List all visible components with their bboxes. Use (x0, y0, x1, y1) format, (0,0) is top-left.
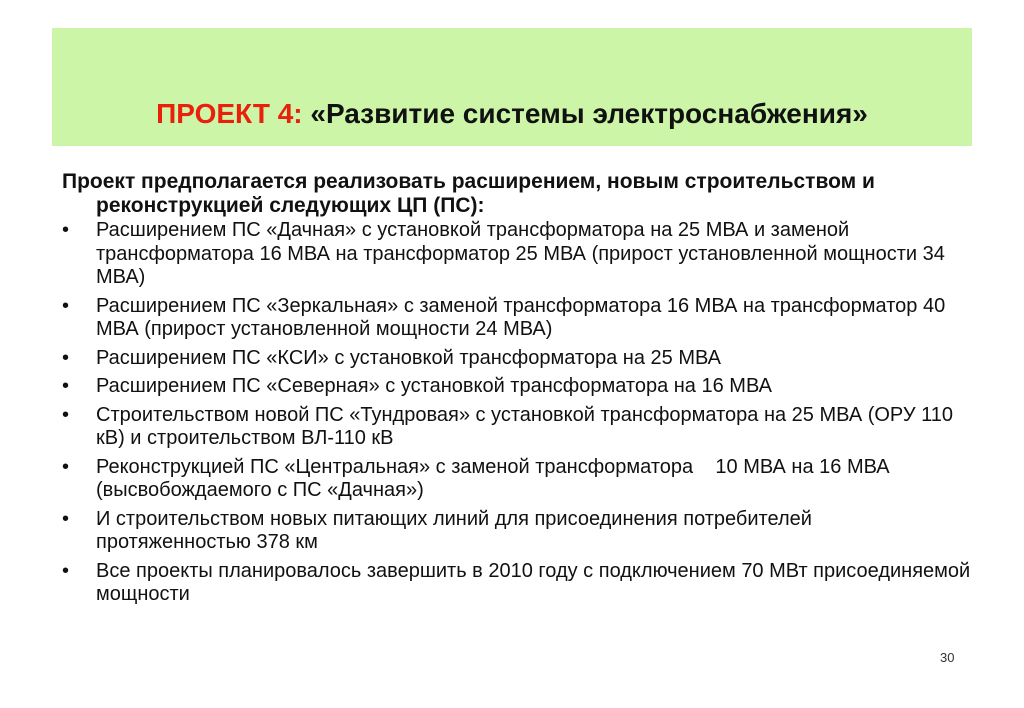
list-item (62, 375, 972, 399)
bullet-icon: • (62, 455, 70, 478)
list-item-text: Расширением ПС «Северная» с установкой трансформатора на 16 МВА (96, 375, 772, 397)
title-main: «Развитие системы электроснабжения» (310, 98, 868, 129)
list-item (62, 219, 972, 290)
bullet-icon: • (62, 559, 70, 582)
list-item-text: Расширением ПС «Зеркальная» с заменой трансформатора 16 МВА на трансформатор 40 МВА (прирост установленной мощности 24 МВА) (96, 294, 946, 340)
list-item-text: Расширением ПС «Дачная» с установкой трансформатора на 25 МВА и заменой трансформатора 16 МВА на трансформатор 25 МВА (прирост установленной мощности 34 МВА) (96, 219, 945, 288)
title-band (52, 28, 972, 146)
bullet-icon: • (62, 507, 70, 530)
bullet-list (62, 219, 972, 607)
list-item (62, 347, 972, 371)
list-item-text: Все проекты планировалось завершить в 2010 году с подключением 70 МВт присоединяемой мощности (96, 559, 971, 605)
list-item-text: Расширением ПС «КСИ» с установкой трансформатора на 25 МВА (96, 346, 721, 369)
page-number: 30 (940, 650, 955, 665)
title-prefix: ПРОЕКТ 4: (156, 98, 303, 129)
bullet-icon: • (62, 294, 70, 317)
list-item (62, 404, 972, 451)
list-item (62, 508, 972, 555)
list-item (62, 456, 972, 503)
slide-content (62, 170, 972, 612)
bullet-icon: • (62, 219, 70, 241)
list-item-text: И строительством новых питающих линий для присоединения потребителей протяженностью 378 км (96, 507, 812, 553)
list-item (62, 295, 972, 342)
intro-text: Проект предполагается реализовать расширением, новым строительством и реконструкцией следующих ЦП (ПС): (62, 170, 875, 217)
slide-title (52, 97, 972, 131)
list-item-text: Строительством новой ПС «Тундровая» с установкой трансформатора на 25 МВА (ОРУ 110 кВ) и строительством ВЛ-110 кВ (96, 403, 953, 449)
bullet-icon: • (62, 403, 70, 426)
list-item-text: Реконструкцией ПС «Центральная» с заменой трансформатора 10 МВА на 16 МВА (высвобождаемого с ПС «Дачная») (96, 455, 896, 501)
bullet-icon: • (62, 375, 70, 397)
bullet-icon: • (62, 346, 70, 369)
list-item (62, 560, 972, 607)
